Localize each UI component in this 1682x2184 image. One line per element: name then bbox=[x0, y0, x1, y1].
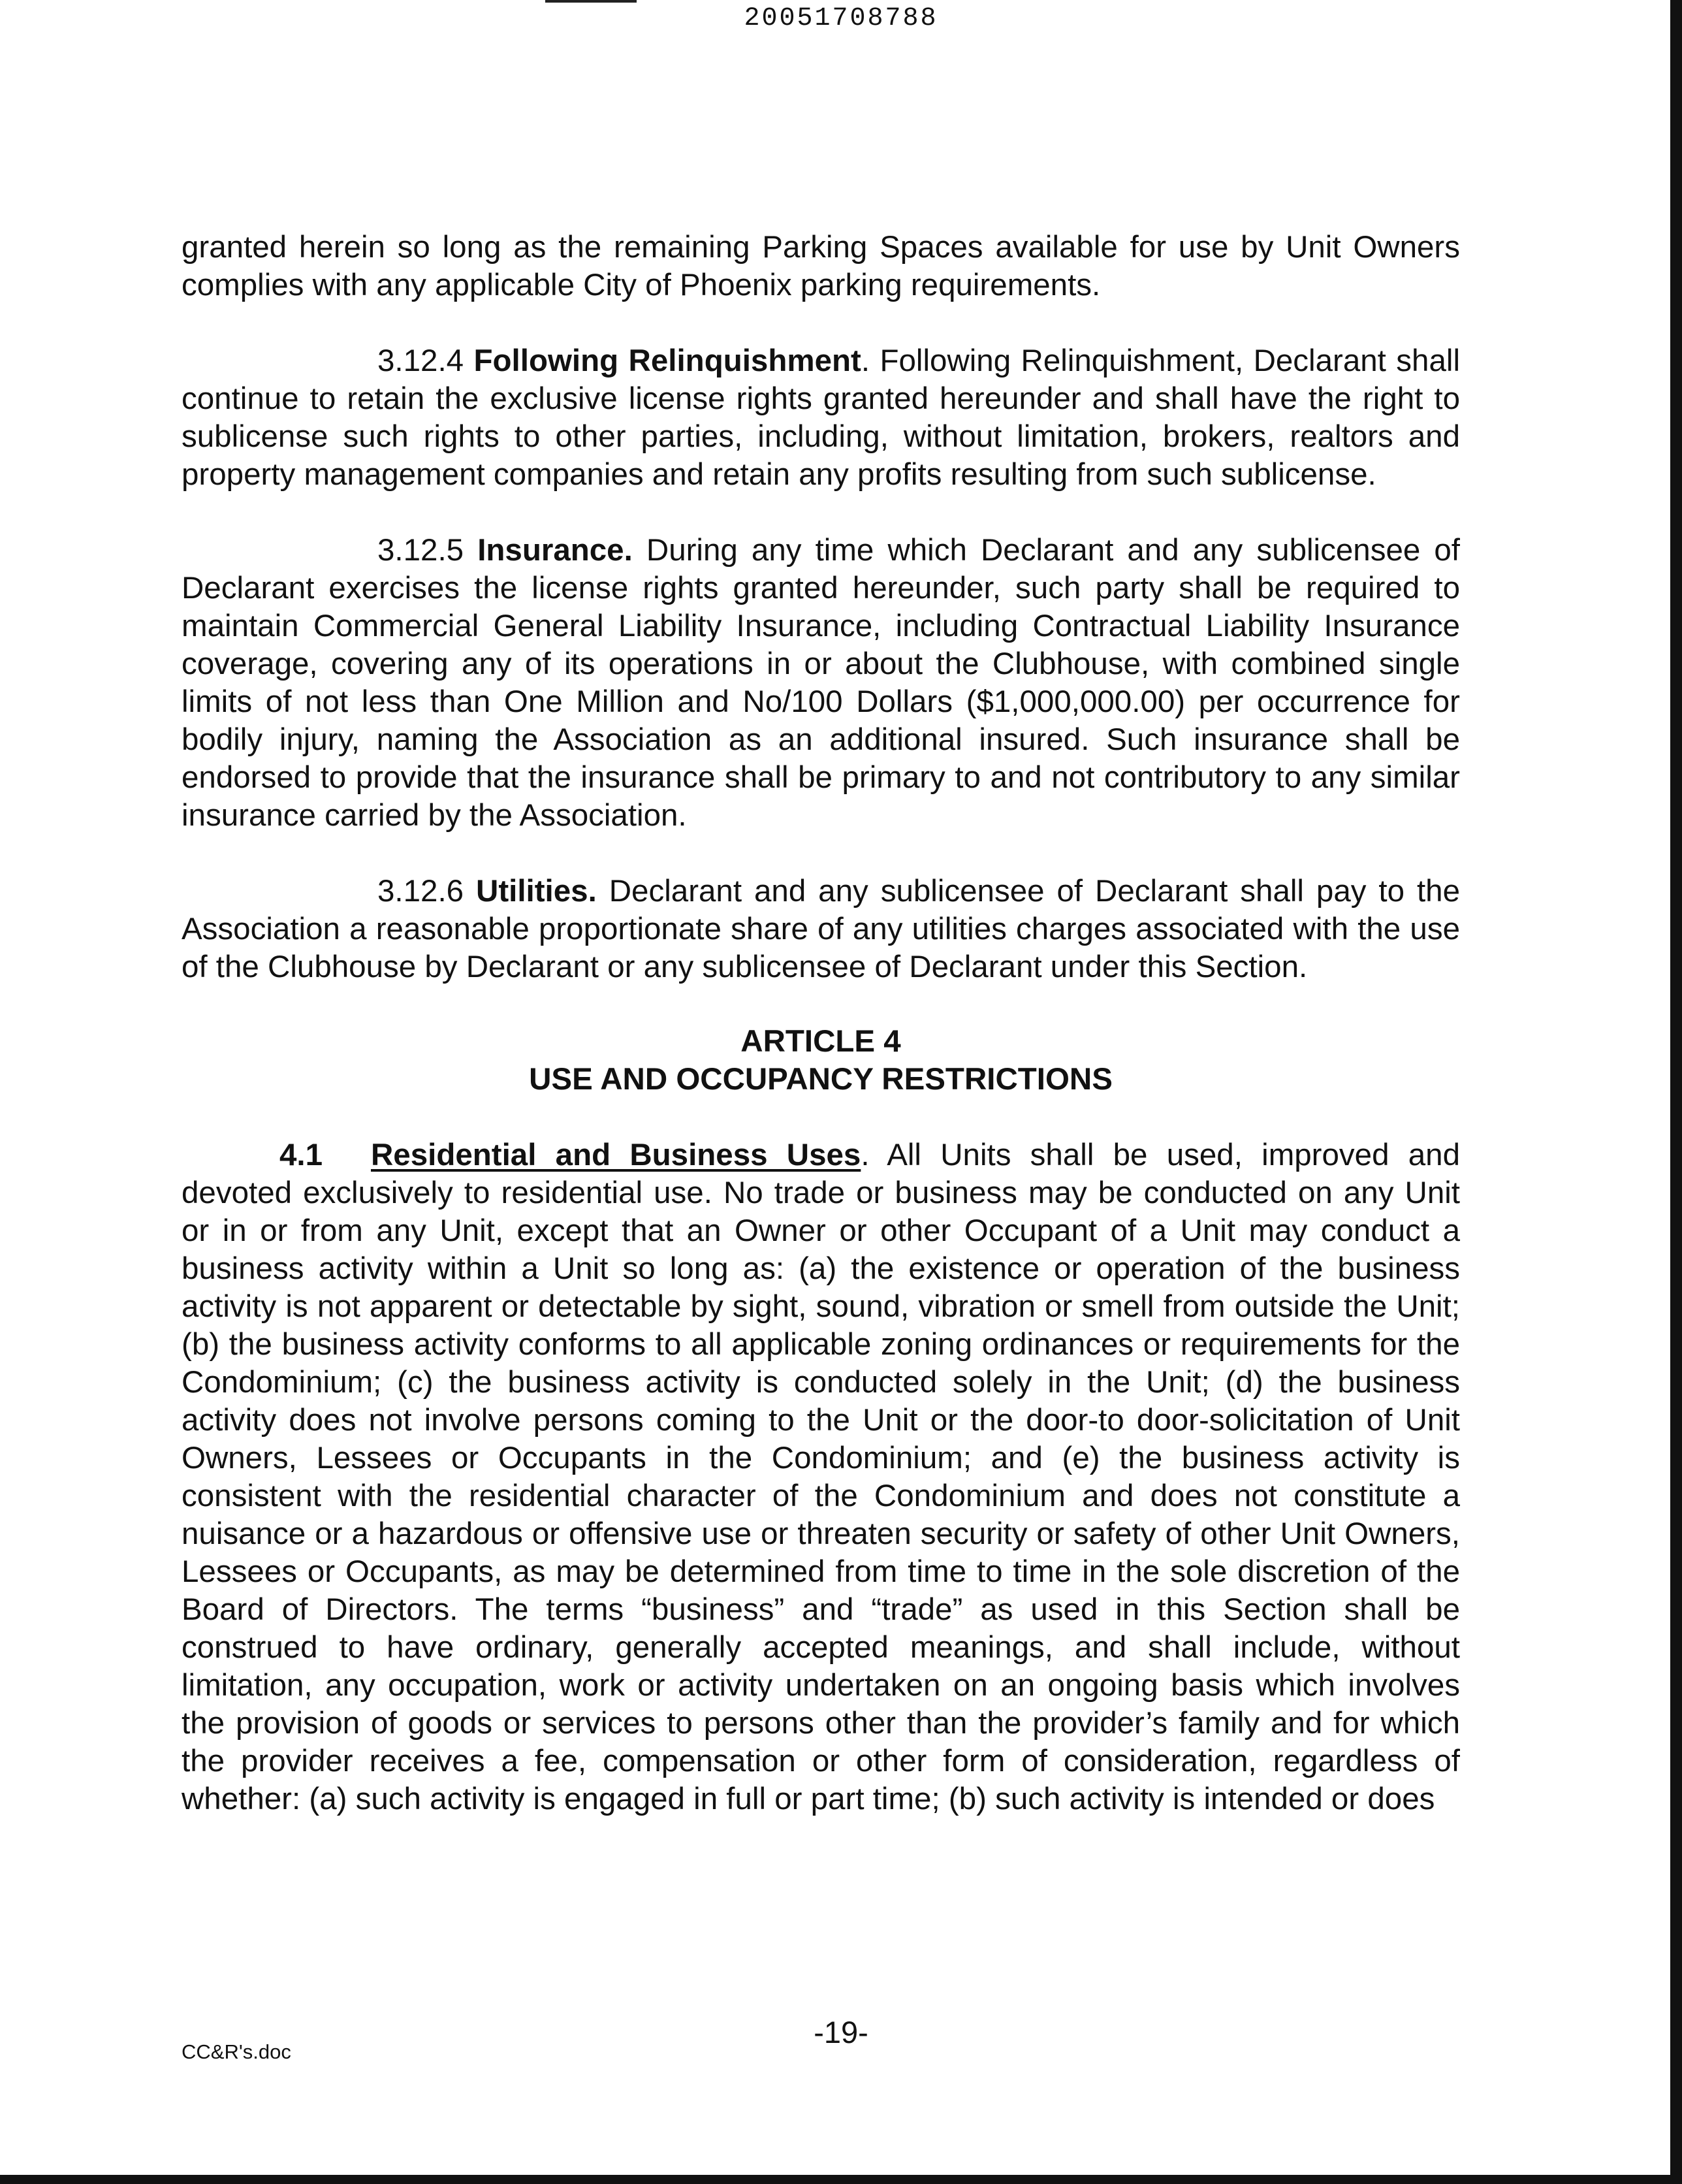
section-number: 3.12.6 bbox=[377, 874, 464, 908]
continued-paragraph: granted herein so long as the remaining Parking Spaces available for use by Unit Owners complies with any applicable City of Phoenix parking requirements. bbox=[182, 230, 1460, 302]
section-3-12-4 bbox=[182, 342, 1460, 494]
section-text: All Units shall be used, improved and devoted exclusively to residential use. No trade or business may be conducted on any Unit or in or from any Unit, except that an Owner or other Occupant of a Unit may conduct a business activity within a Unit so long as: (a) the existence or operation of the business activity is not apparent or detectable by sight, sound, vibration or smell from outside the Unit; (b) the business activity conforms to all applicable zoning ordinances or requirements for the Condominium; (c) the business activity is conducted solely in the Unit; (d) the business activity does not involve persons coming to the Unit or the door-to door-solicitation of Unit Owners, Lessees or Occupants in the Condominium; and (e) the business activity is consistent with the residential character of the Condominium and does not constitute a nuisance or a hazardous or offensive use or threaten security or safety of other Unit Owners, Lessees or Occupants, as may be determined from time to time in the sole discretion of the Board of Directors. The terms “business” and “trade” as used in this Section shall be construed to have ordinary, generally accepted meanings, and shall include, without limitation, any occupation, work or activity undertaken on an ongoing basis which involves the provision of goods or services to persons other than the provider’s family and for which the provider receives a fee, compensation or other form of consideration, regardless of whether: (a) such activity is engaged in full or part time; (b) such activity is intended or does bbox=[182, 1138, 1461, 1816]
section-title: Following Relinquishment bbox=[473, 344, 861, 378]
section-number: 4.1 bbox=[279, 1138, 323, 1172]
section-title: Utilities. bbox=[476, 874, 597, 908]
section-text: Following Relinquishment, Declarant shall continue to retain the exclusive license rights granted hereunder and shall have the right to sublicense such rights to other parties, including, without limitation, brokers, realtors and property management companies and retain any profits resulting from such sublicense. bbox=[182, 344, 1460, 492]
section-title: Insurance. bbox=[477, 533, 633, 568]
section-title: Residential and Business Uses bbox=[371, 1138, 861, 1172]
section-title-punct: . bbox=[861, 1138, 870, 1172]
section-text: Declarant and any sublicensee of Declarant shall pay to the Association a reasonable proportionate share of any utilities charges associated with the use of the Clubhouse by Declarant or any sublicensee of Declarant under this Section. bbox=[182, 874, 1461, 984]
section-number: 3.12.5 bbox=[377, 533, 464, 568]
scan-border-bottom bbox=[0, 2175, 1682, 2184]
section-3-12-5 bbox=[182, 532, 1460, 835]
article-number: ARTICLE 4 bbox=[740, 1024, 901, 1059]
scan-border-right bbox=[1670, 0, 1682, 2184]
page-number: -19- bbox=[814, 2015, 868, 2049]
scan-top-mark bbox=[545, 0, 637, 3]
section-number: 3.12.4 bbox=[377, 344, 464, 378]
section-4-1 bbox=[182, 1136, 1460, 1818]
section-title-punct: . bbox=[861, 344, 870, 378]
document-id: 20051708788 bbox=[744, 4, 938, 33]
page-body bbox=[182, 229, 1460, 1818]
section-3-12-6 bbox=[182, 873, 1460, 986]
article-title: USE AND OCCUPANCY RESTRICTIONS bbox=[529, 1062, 1113, 1097]
section-text: During any time which Declarant and any sublicensee of Declarant exercises the license rights granted hereunder, such party shall be required to maintain Commercial General Liability Insurance, including Contractual Liability Insurance coverage, covering any of its operations in or about the Clubhouse, with combined single limits of not less than One Million and No/100 Dollars ($1,000,000.00) per occurrence for bodily injury, naming the Association as an additional insured. Such insurance shall be endorsed to provide that the insurance shall be primary to and not contributory to any similar insurance carried by the Association. bbox=[182, 533, 1460, 833]
footer-filename: CC&R's.doc bbox=[182, 2040, 291, 2063]
article-heading bbox=[182, 1023, 1460, 1099]
